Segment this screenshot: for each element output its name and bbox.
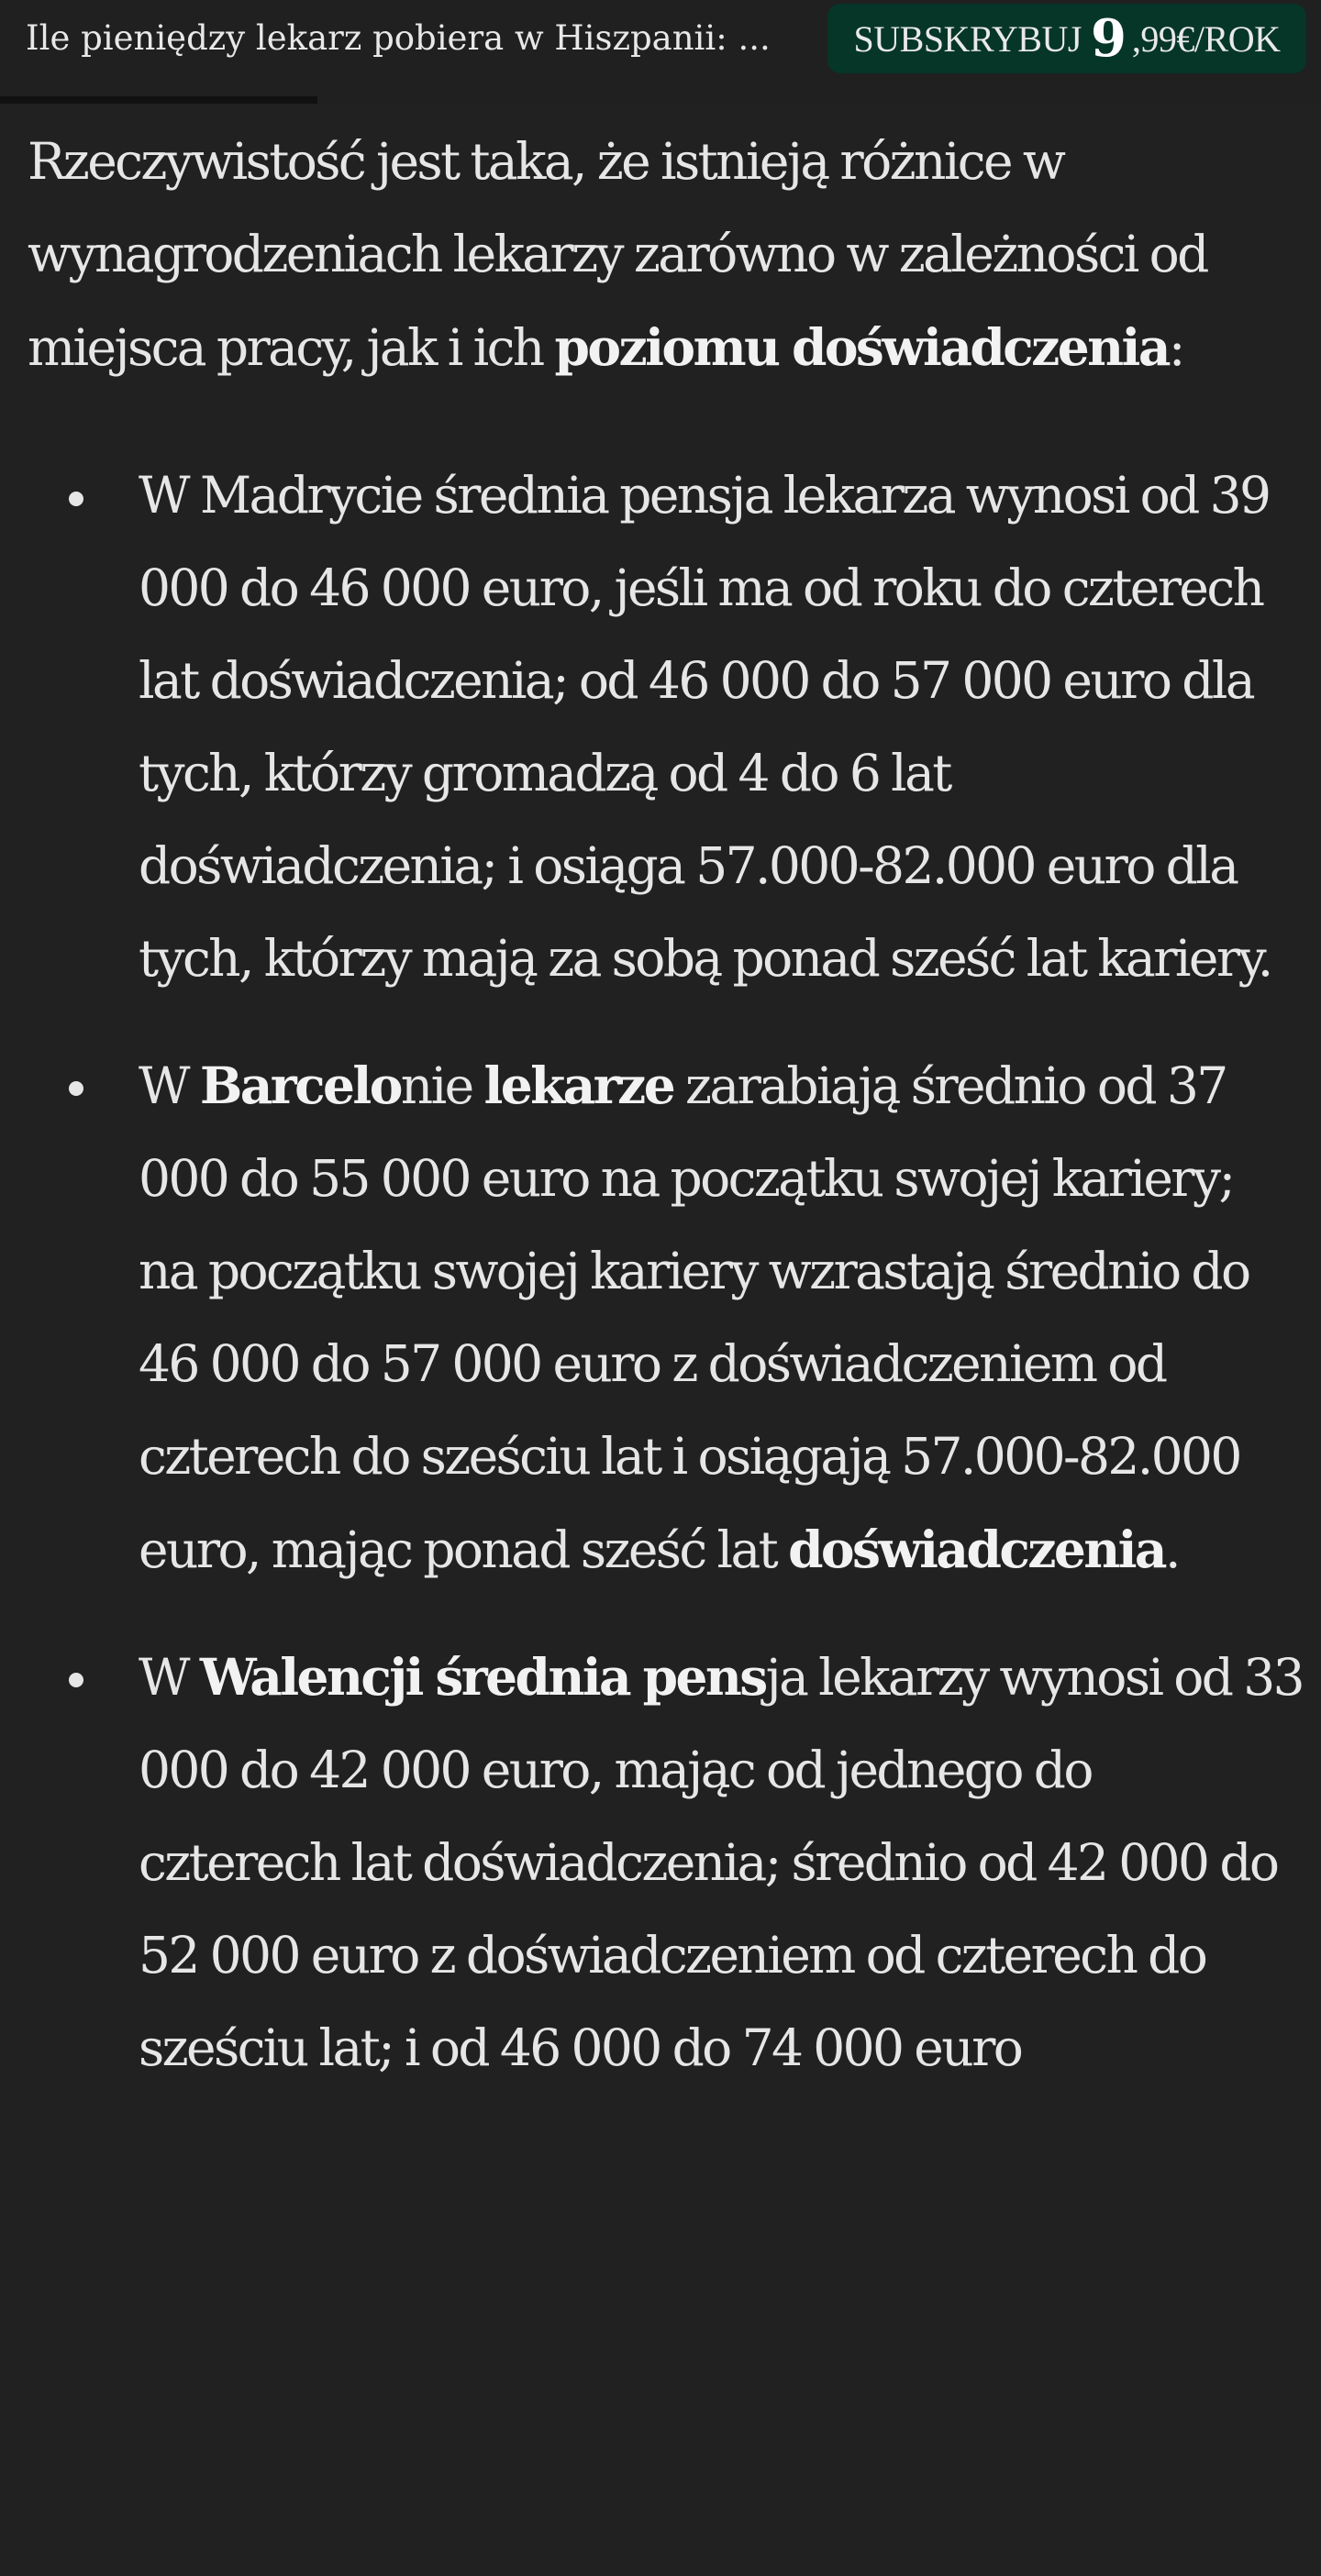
bullet-dot [69,1081,83,1096]
reading-progress-fill [0,96,317,104]
valencia-text-1: W [139,1648,200,1707]
subscribe-label: SUBSKRYBUJ [853,17,1082,60]
list-item-valencia [28,1631,1303,2095]
list-item-barcelona [28,1039,1303,1597]
subscribe-price-big: 9 [1090,8,1127,69]
valencia-text-2: ja lekarzy wynosi od 33 000 do 42 000 euro, mając od jednego do czterech lat doświadczenia; średnio od 42 000 do 52 000 euro z doświadczeniem od czterech do sześciu lat; i od 46 000 do 74 000 euro [139,1648,1304,2077]
valencia-bold-1: Walencji średnia pens [199,1647,766,1707]
bullet-dot [69,492,83,506]
intro-paragraph [28,116,1303,394]
barcelona-bold-2: lekarze [483,1056,674,1115]
salary-list [28,449,1303,2095]
reading-progress-bar [0,96,1321,104]
barcelona-text-3: zarabiają średnio od 37 000 do 55 000 euro na początku swojej kariery; na początku swojej kariery wzrastają średnio do 46 000 do 57 000 euro z doświadczeniem od czterech do sześciu lat i osiągają 57.000-82.000 euro, mając ponad sześć lat [139,1056,1249,1579]
barcelona-bold-3: doświadczenia [788,1520,1165,1579]
subscribe-button[interactable] [827,4,1306,73]
intro-text: Rzeczywistość jest taka, że istnieją różnice w wynagrodzeniach lekarzy zarówno w zależności od miejsca pracy, jak i ich [28,132,1207,377]
bullet-dot [69,1673,83,1687]
barcelona-text-2: nie [400,1056,484,1115]
top-bar [0,0,1321,99]
subscribe-price-rest: ,99€/ROK [1131,17,1281,60]
intro-bold: poziomu doświadczenia [554,317,1169,377]
article-title[interactable]: Ile pieniędzy lekarz pobiera w Hiszpanii: ... [26,18,771,58]
barcelona-text-4: . [1164,1520,1179,1579]
intro-end: : [1168,318,1183,377]
barcelona-bold-1: Barcelo [199,1056,401,1115]
barcelona-text-1: W [139,1056,200,1115]
list-item-madrid [28,449,1303,1005]
madrid-text: W Madrycie średnia pensja lekarza wynosi od 39 000 do 46 000 euro, jeśli ma od roku do czterech lat doświadczenia; od 46 000 do 57 000 euro dla tych, którzy gromadzą od 4 do 6 lat doświadczenia; i osiąga 57.000-82.000 euro dla tych, którzy mają za sobą ponad sześć lat kariery. [139,466,1271,988]
article-body [28,116,1303,2128]
